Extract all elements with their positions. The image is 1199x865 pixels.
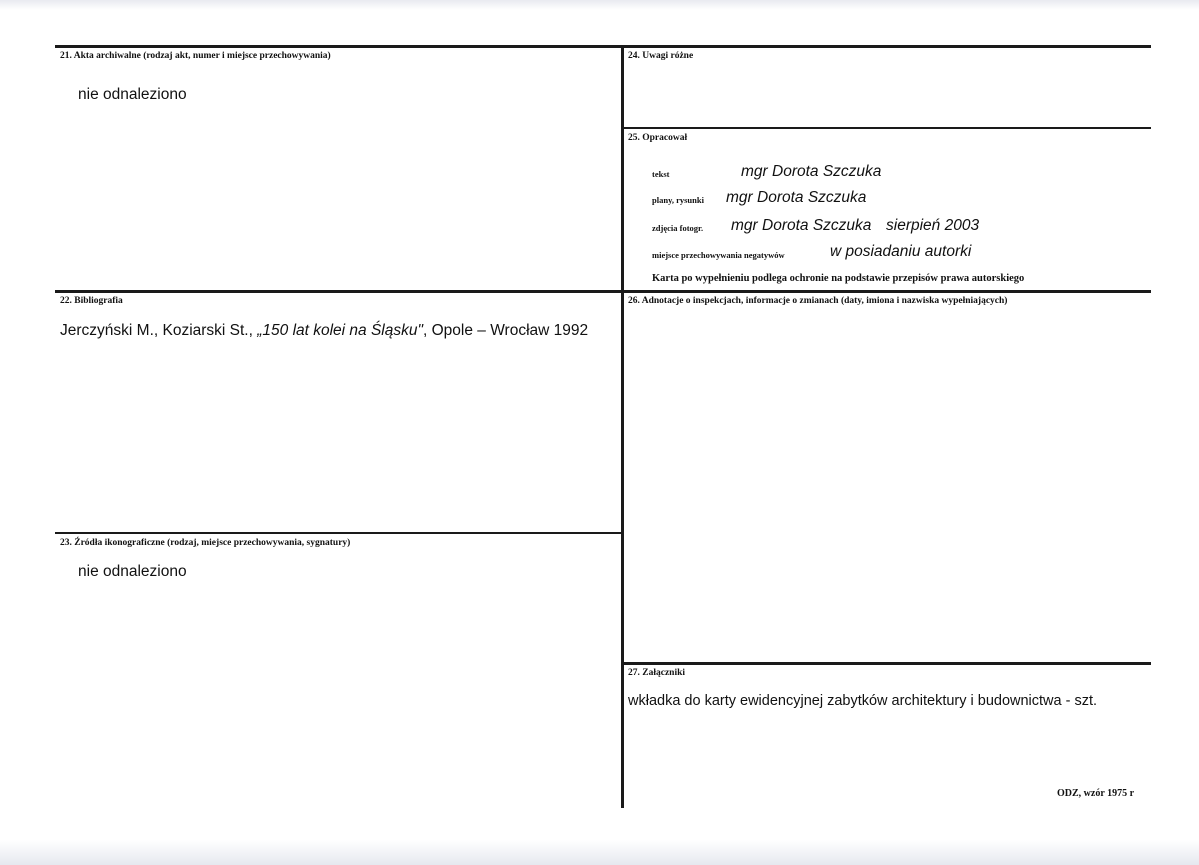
box22-value: [60, 322, 588, 340]
box27-label: 27. Załączniki: [628, 668, 686, 678]
divider-26-27: [621, 662, 1151, 665]
box25-negatywy-value: w posiadaniu autorki: [830, 243, 972, 260]
box25-label: 25. Opracował: [628, 133, 688, 143]
top-border: [55, 45, 1151, 48]
box22-value-authors: Jerczyński M., Koziarski St.,: [60, 322, 258, 339]
box25-plany-label: plany, rysunki: [652, 195, 704, 205]
divider-24-25: [621, 127, 1151, 129]
box22-value-title: „150 lat kolei na Śląsku": [257, 322, 423, 339]
box25-copyright: Karta po wypełnieniu podlega ochronie na podstawie przepisów prawa autorskiego: [652, 273, 1025, 284]
box22-label: 22. Bibliografia: [60, 296, 123, 306]
box21-label: 21. Akta archiwalne (rodzaj akt, numer i miejsce przechowywania): [60, 51, 331, 61]
box25-negatywy-label: miejsce przechowywania negatywów: [652, 250, 785, 260]
box23-label: 23. Źródła ikonograficzne (rodzaj, miejsce przechowywania, sygnatury): [60, 538, 351, 548]
box25-zdjecia-value: mgr Dorota Szczuka: [731, 217, 872, 234]
box22-value-publisher: , Opole – Wrocław 1992: [423, 322, 589, 339]
box24-label: 24. Uwagi różne: [628, 51, 694, 61]
box25-plany-value: mgr Dorota Szczuka: [726, 189, 867, 206]
form-id: ODZ, wzór 1975 r: [1057, 788, 1135, 799]
divider-21-22: [55, 290, 1151, 293]
box26-label: 26. Adnotacje o inspekcjach, informacje o zmianach (daty, imiona i nazwiska wypełniających): [628, 296, 1008, 306]
scan-edge-bottom: [0, 840, 1199, 865]
scan-edge-top: [0, 0, 1199, 10]
divider-22-23: [55, 532, 623, 534]
center-divider: [621, 45, 624, 808]
box25-tekst-value: mgr Dorota Szczuka: [741, 163, 882, 180]
box25-zdjecia-date: sierpień 2003: [886, 217, 980, 234]
box23-value: nie odnaleziono: [78, 563, 187, 580]
box21-value: nie odnaleziono: [78, 86, 187, 103]
box27-value: wkładka do karty ewidencyjnej zabytków architektury i budownictwa - szt.: [628, 693, 1098, 709]
box25-tekst-label: tekst: [652, 169, 670, 179]
box25-zdjecia-label: zdjęcia fotogr.: [652, 223, 704, 233]
